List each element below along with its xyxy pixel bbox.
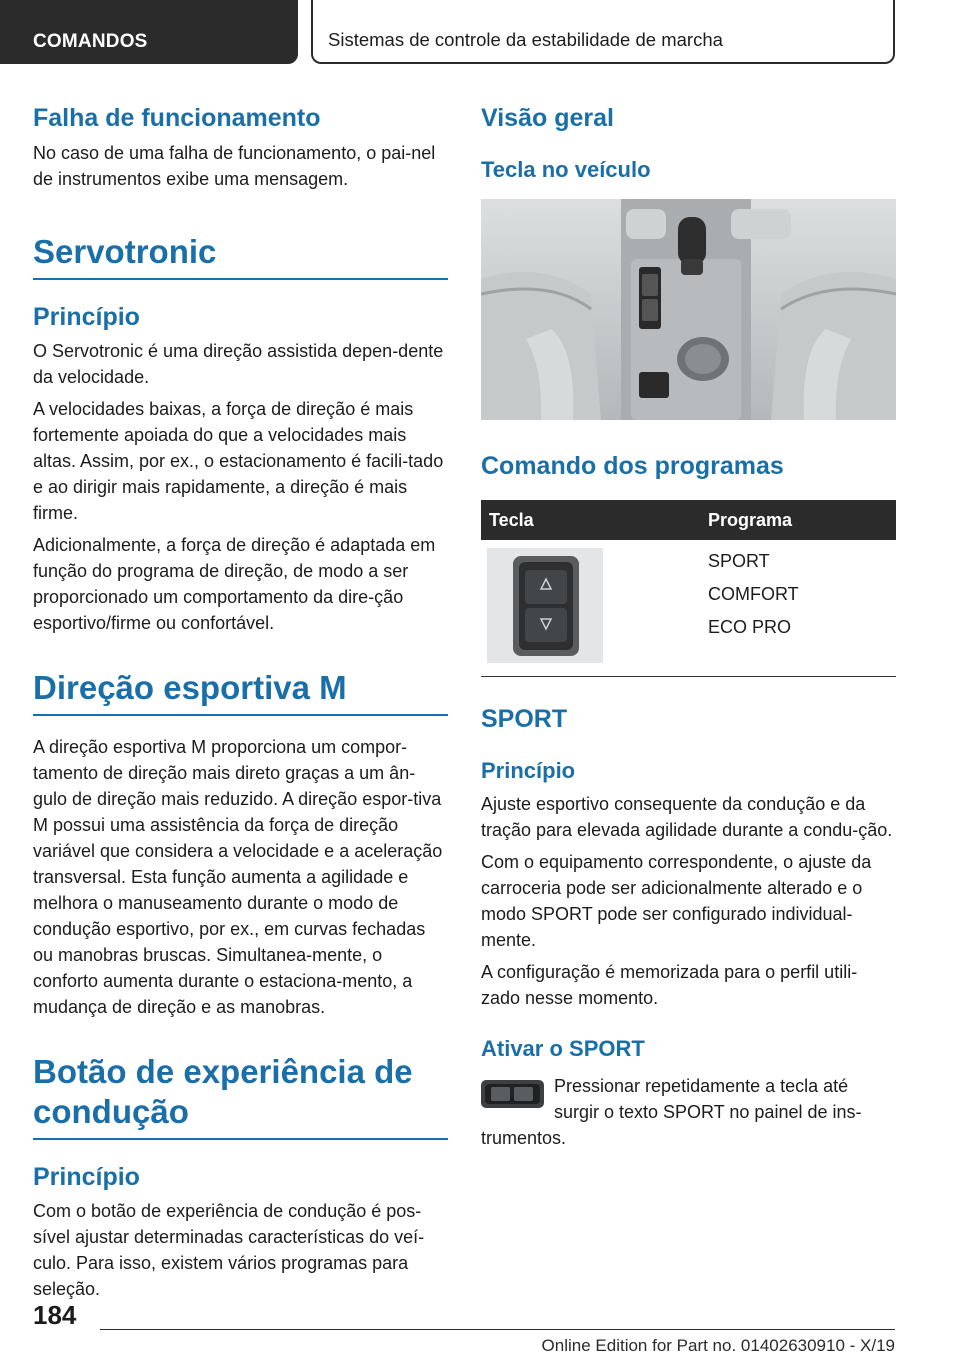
heading-botao-principio: Princípio (33, 1163, 140, 1191)
left-column (33, 100, 448, 1302)
heading-servotronic: Servotronic (33, 232, 448, 280)
heading-sport-principio: Princípio (481, 757, 576, 783)
heading-falha: Falha de funcionamento (33, 104, 321, 132)
paragraph-direcao-esportiva: A direção esportiva M proporciona um compor-tamento de direção mais direto graças a um ân-gulo de direção mais reduzido. A direção espor-tiva M possui uma assistência da força de direção variável que considera a velocidade e a aceleração transversal. Esta função aumenta a agilidade e melhora o manuseamento durante o modo de condução esportivo, por ex., em curvas fechadas ou manobras bruscas. Simultanea-mente, o conforto aumenta durante o estaciona-mento, a mudança de direção e as manobras. (33, 737, 443, 1017)
paragraph-servotronic-1: O Servotronic é uma direção assistida depen-dente da velocidade. (33, 341, 444, 387)
mode-switch-icon (487, 548, 603, 663)
paragraph-ativar-b: trumentos. (481, 1127, 567, 1148)
center-console-photo (481, 199, 896, 420)
programs-table (481, 500, 896, 677)
table-header-tecla: Tecla (481, 500, 700, 540)
console-illustration (481, 199, 896, 420)
heading-servotronic-principio: Princípio (33, 303, 140, 331)
table-cell-programa (700, 540, 896, 676)
table-cell-tecla (481, 540, 700, 676)
heading-botao-experiencia: Botão de experiência de condução (33, 1052, 448, 1140)
right-column (481, 100, 896, 1151)
program-eco-pro: ECO PRO (708, 617, 792, 637)
paragraph-botao: Com o botão de experiência de condução é pos-sível ajustar determinadas características do veí-culo. Para isso, existem vários programas para seleção. (33, 1201, 425, 1299)
page-header (0, 0, 960, 64)
heading-sport: SPORT (481, 704, 568, 733)
heading-ativar-sport: Ativar o SPORT (481, 1035, 645, 1061)
mode-switch-image (487, 548, 603, 663)
paragraph-sport-2: Com o equipamento correspondente, o ajuste da carroceria pode ser adicionalmente alterado e o modo SPORT pode ser configurado individual-mente. (481, 851, 872, 950)
table-row (481, 540, 896, 676)
topic-tab: Sistemas de controle da estabilidade de marcha (311, 0, 895, 64)
paragraph-ativar-a: Pressionar repetidamente a tecla até surgir o texto SPORT no painel de ins- (554, 1075, 862, 1122)
paragraph-sport-1: Ajuste esportivo consequente da condução e da tração para elevada agilidade durante a condu-ção. (481, 793, 893, 840)
heading-comando-programas: Comando dos programas (481, 452, 784, 480)
heading-visao-geral: Visão geral (481, 104, 614, 132)
heading-tecla-veiculo: Tecla no veículo (481, 157, 651, 182)
program-sport: SPORT (708, 551, 770, 571)
mode-switch-small-icon (481, 1078, 544, 1110)
program-comfort: COMFORT (708, 584, 799, 604)
paragraph-servotronic-3: Adicionalmente, a força de direção é adaptada em função do programa de direção, de modo a ser proporcionado um comportamento da dire-ção esportivo/firme ou confortável. (33, 535, 436, 633)
page-number: 184 (33, 1300, 77, 1330)
paragraph-falha: No caso de uma falha de funcionamento, o pai-nel de instrumentos exibe uma mensagem. (33, 143, 436, 189)
paragraph-sport-3: A configuração é memorizada para o perfil utili-zado nesse momento. (481, 961, 858, 1008)
section-tab: COMANDOS (0, 0, 298, 64)
footer-divider (100, 1329, 895, 1330)
footer-edition: Online Edition for Part no. 01402630910 - X/19 (541, 1336, 895, 1355)
paragraph-servotronic-2: A velocidades baixas, a força de direção é mais fortemente apoiada do que a velocidades mais altas. Assim, por ex., o estacionamento é facili-tado e ao dirigir mais rapidamente, a direção é mais firme. (33, 399, 444, 523)
table-header-programa: Programa (700, 500, 896, 540)
ativar-block (481, 1073, 896, 1151)
table-header-row (481, 500, 896, 540)
mode-switch-small-image (481, 1078, 544, 1110)
heading-direcao-esportiva: Direção esportiva M (33, 668, 448, 716)
